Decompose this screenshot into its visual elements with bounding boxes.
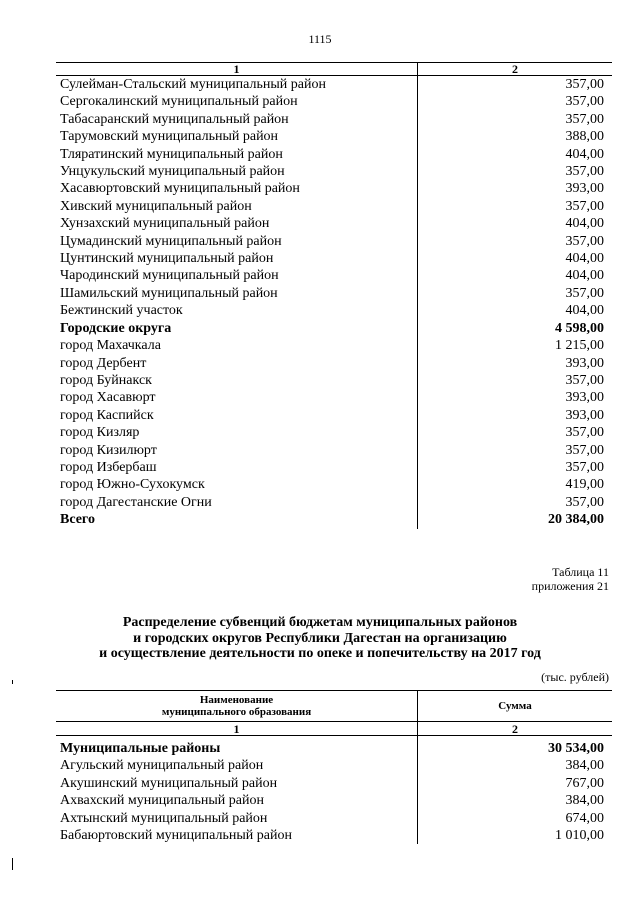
row-name: город Хасавюрт [60,390,156,406]
col1-number: 1 [56,722,418,736]
row-name: Цунтинский муниципальный район [60,251,274,267]
row-value: 1 215,00 [418,337,613,354]
row-value: 419,00 [418,476,613,493]
row-name: город Кизилюрт [60,442,157,458]
row-name: Агульский муниципальный район [60,758,264,774]
table-row [56,215,612,232]
row-name: Цумадинский муниципальный район [60,233,282,249]
row-value: 357,00 [418,442,613,459]
table-row [56,424,612,441]
table-number-header [56,722,612,736]
table-row [56,372,612,389]
row-name: Бабаюртовский муниципальный район [60,828,292,844]
table-row-total [56,511,612,528]
table-row [56,757,612,774]
row-name: Акушинский муниципальный район [60,775,278,791]
title-line: и городских округов Республики Дагестан на организацию [133,630,507,646]
units-label: (тыс. рублей) [541,670,609,684]
row-value: 404,00 [418,146,613,163]
row-value: 388,00 [418,128,613,145]
table-row-subtotal [56,736,612,758]
table-caption [532,565,609,593]
row-value: 30 534,00 [418,736,613,758]
row-name: город Дербент [60,355,147,371]
row-value: 767,00 [418,775,613,792]
row-name: Хасавюртовский муниципальный район [60,181,300,197]
col1-header-line: Наименование [199,694,274,706]
title-line: Распределение субвенций бюджетам муниципальных районов [122,615,518,630]
row-value: 357,00 [418,372,613,389]
row-value: 357,00 [418,233,613,250]
row-value: 357,00 [418,285,613,302]
table-row [56,775,612,792]
table-continued [56,62,612,529]
table-row [56,302,612,319]
table-row [56,250,612,267]
row-value: 393,00 [418,407,613,424]
row-name: Ахвахский муниципальный район [60,793,264,809]
col1-header [56,691,418,722]
row-value: 357,00 [418,76,613,94]
row-value: 357,00 [418,163,613,180]
row-value: 357,00 [418,424,613,441]
row-value: 357,00 [418,494,613,511]
title-line: и осуществление деятельности по опеке и попечительству на 2017 год [99,646,541,661]
col2-number: 2 [418,722,613,736]
row-value: 393,00 [418,389,613,406]
row-name: город Южно-Сухокумск [60,477,205,493]
row-value: 404,00 [418,250,613,267]
row-value: 674,00 [418,810,613,827]
table-row [56,198,612,215]
row-value: 384,00 [418,757,613,774]
row-name: Бежтинский участок [60,303,183,319]
table-row [56,146,612,163]
row-name: город Кизляр [60,425,140,441]
table-row [56,494,612,511]
row-name: Хунзахский муниципальный район [60,216,270,232]
row-name: Хивский муниципальный район [60,198,252,214]
row-name: Сергокалинский муниципальный район [60,94,298,110]
col1-header: 1 [56,63,418,76]
row-value: 393,00 [418,355,613,372]
table-row [56,407,612,424]
caption-line: Таблица 11 [552,565,609,579]
table-row [56,76,612,94]
table-row [56,792,612,809]
table-row [56,267,612,284]
table-row [56,163,612,180]
margin-mark [12,680,13,684]
row-value: 357,00 [418,459,613,476]
row-name: город Махачкала [60,338,161,354]
row-value: 357,00 [418,111,613,128]
row-value: 393,00 [418,180,613,197]
table-row [56,476,612,493]
table-row [56,827,612,844]
row-name: Табасаранский муниципальный район [60,111,289,127]
table-row-subtotal [56,320,612,337]
row-name: Шамильский муниципальный район [60,285,278,301]
table-row [56,285,612,302]
row-value: 404,00 [418,302,613,319]
row-name: Тарумовский муниципальный район [60,129,279,145]
table-row [56,389,612,406]
col2-header: 2 [418,63,613,76]
table-row [56,355,612,372]
row-name: Всего [60,512,95,528]
row-name: Тляратинский муниципальный район [60,146,283,162]
page-number: 1115 [308,32,332,46]
row-value: 404,00 [418,215,613,232]
row-value: 404,00 [418,267,613,284]
table-row [56,459,612,476]
row-name: Ахтынский муниципальный район [60,810,268,826]
table-row [56,442,612,459]
caption-line: приложения 21 [531,579,609,593]
row-name: Муниципальные районы [60,741,221,756]
table-row [56,810,612,827]
row-value: 4 598,00 [418,320,613,337]
table-row [56,180,612,197]
row-value: 357,00 [418,93,613,110]
table-header [56,691,612,722]
row-value: 20 384,00 [418,511,613,528]
section-title [40,615,600,662]
row-value: 384,00 [418,792,613,809]
row-value: 357,00 [418,198,613,215]
table-row [56,128,612,145]
row-name: Городские округа [60,320,172,336]
table-row [56,337,612,354]
table-header [56,63,612,76]
row-name: город Каспийск [60,407,154,423]
row-name: город Избербаш [60,459,157,475]
row-name: Чародинский муниципальный район [60,268,279,284]
row-name: Унцукульский муниципальный район [60,164,285,180]
table-row [56,93,612,110]
row-name: Сулейман-Стальский муниципальный район [60,77,326,92]
col1-header-line: муниципального образования [161,706,312,718]
row-value: 1 010,00 [418,827,613,844]
table-row [56,111,612,128]
col2-header: Сумма [418,691,613,722]
table-row [56,233,612,250]
margin-mark [12,858,13,870]
row-name: город Дагестанские Огни [60,494,212,510]
row-name: город Буйнакск [60,372,152,388]
table-subventions [56,690,612,844]
